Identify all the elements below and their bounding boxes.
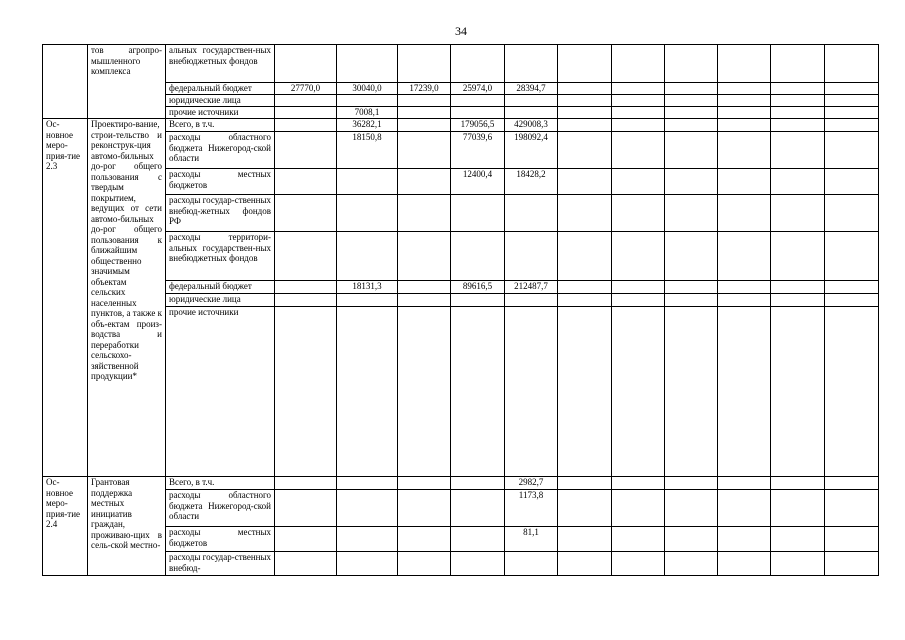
empty-cell	[771, 95, 825, 107]
empty-cell	[558, 232, 612, 281]
funding-source-label: юридические лица	[166, 294, 275, 307]
value-cell	[398, 195, 451, 232]
empty-cell	[665, 107, 718, 119]
empty-cell	[612, 477, 665, 490]
empty-cell	[665, 552, 718, 576]
value-cell	[505, 307, 558, 477]
value-cell	[337, 195, 398, 232]
empty-cell	[665, 195, 718, 232]
value-cell	[451, 107, 505, 119]
value-cell	[398, 527, 451, 552]
value-cell	[398, 490, 451, 527]
funding-source-label: федеральный бюджет	[166, 83, 275, 95]
value-cell	[337, 169, 398, 195]
empty-cell	[558, 281, 612, 294]
value-cell	[451, 307, 505, 477]
value-cell	[505, 552, 558, 576]
empty-cell	[718, 132, 771, 169]
value-cell	[451, 95, 505, 107]
empty-cell	[825, 132, 879, 169]
value-cell	[398, 232, 451, 281]
funding-source-label: Всего, в т.ч.	[166, 119, 275, 132]
empty-cell	[612, 132, 665, 169]
table-row	[43, 527, 879, 552]
funding-source-label: Всего, в т.ч.	[166, 477, 275, 490]
empty-cell	[825, 107, 879, 119]
value-cell: 89616,5	[451, 281, 505, 294]
value-cell	[451, 232, 505, 281]
empty-cell	[612, 490, 665, 527]
empty-cell	[612, 83, 665, 95]
value-cell	[337, 552, 398, 576]
empty-cell	[718, 307, 771, 477]
value-cell: 28394,7	[505, 83, 558, 95]
empty-cell	[612, 307, 665, 477]
empty-cell	[612, 169, 665, 195]
table-row	[43, 307, 879, 477]
empty-cell	[771, 119, 825, 132]
empty-cell	[718, 195, 771, 232]
empty-cell	[825, 119, 879, 132]
value-cell	[505, 195, 558, 232]
empty-cell	[558, 307, 612, 477]
empty-cell	[718, 232, 771, 281]
value-cell: 30040,0	[337, 83, 398, 95]
empty-cell	[612, 45, 665, 83]
empty-cell	[558, 107, 612, 119]
value-cell	[337, 294, 398, 307]
empty-cell	[825, 281, 879, 294]
empty-cell	[665, 132, 718, 169]
empty-cell	[771, 83, 825, 95]
table-row	[43, 45, 879, 83]
table-row	[43, 490, 879, 527]
table-row	[43, 552, 879, 576]
table-row	[43, 132, 879, 169]
empty-cell	[665, 95, 718, 107]
value-cell: 2982,7	[505, 477, 558, 490]
empty-cell	[558, 95, 612, 107]
empty-cell	[558, 527, 612, 552]
value-cell	[398, 307, 451, 477]
empty-cell	[718, 294, 771, 307]
empty-cell	[665, 527, 718, 552]
funding-source-label: юридические лица	[166, 95, 275, 107]
value-cell: 18131,3	[337, 281, 398, 294]
empty-cell	[665, 45, 718, 83]
empty-cell	[612, 119, 665, 132]
value-cell	[275, 195, 337, 232]
empty-cell	[558, 119, 612, 132]
value-cell: 1173,8	[505, 490, 558, 527]
empty-cell	[825, 83, 879, 95]
empty-cell	[718, 119, 771, 132]
measure-name: Грантовая поддержка местных инициатив граждан, проживаю-щих в сель-ской местно-	[88, 477, 166, 576]
value-cell	[451, 195, 505, 232]
value-cell	[275, 490, 337, 527]
funding-source-label: прочие источники	[166, 107, 275, 119]
value-cell: 12400,4	[451, 169, 505, 195]
empty-cell	[825, 477, 879, 490]
funding-source-label: расходы местных бюджетов	[166, 527, 275, 552]
empty-cell	[558, 294, 612, 307]
budget-table	[42, 44, 879, 576]
empty-cell	[558, 477, 612, 490]
value-cell	[398, 119, 451, 132]
funding-source-label: альных государствен-ных внебюджетных фондов	[166, 45, 275, 83]
value-cell	[275, 132, 337, 169]
empty-cell	[771, 107, 825, 119]
value-cell	[337, 307, 398, 477]
empty-cell	[718, 95, 771, 107]
empty-cell	[558, 490, 612, 527]
empty-cell	[665, 490, 718, 527]
measure-name: Проектиро-вание, строи-тельство и реконструк-ция автомо-бильных до-рог общего пользования с твердым покрытием, ведущих от сети автомо-бильных до-рог общего пользования к ближайшим общественно значимым объектам сельских населенных пунктов, а также к объ-ектам произ-водства и переработки сельскохо-зяйственной продукции*	[88, 119, 166, 477]
empty-cell	[612, 294, 665, 307]
empty-cell	[718, 107, 771, 119]
value-cell	[337, 477, 398, 490]
value-cell	[398, 294, 451, 307]
funding-source-label: федеральный бюджет	[166, 281, 275, 294]
measure-code	[43, 45, 88, 119]
value-cell	[398, 132, 451, 169]
value-cell	[505, 45, 558, 83]
empty-cell	[718, 169, 771, 195]
value-cell	[275, 107, 337, 119]
empty-cell	[612, 195, 665, 232]
value-cell: 77039,6	[451, 132, 505, 169]
funding-source-label: расходы государ-ственных внебюд-	[166, 552, 275, 576]
funding-source-label: расходы областного бюджета Нижегород-ской области	[166, 132, 275, 169]
empty-cell	[718, 45, 771, 83]
value-cell	[451, 527, 505, 552]
empty-cell	[718, 552, 771, 576]
value-cell	[398, 107, 451, 119]
empty-cell	[825, 45, 879, 83]
empty-cell	[718, 527, 771, 552]
empty-cell	[825, 195, 879, 232]
empty-cell	[665, 477, 718, 490]
empty-cell	[558, 552, 612, 576]
value-cell	[275, 281, 337, 294]
empty-cell	[718, 83, 771, 95]
value-cell	[275, 527, 337, 552]
empty-cell	[612, 527, 665, 552]
empty-cell	[665, 119, 718, 132]
value-cell	[451, 45, 505, 83]
value-cell	[505, 294, 558, 307]
value-cell	[398, 95, 451, 107]
empty-cell	[771, 294, 825, 307]
table-row	[43, 281, 879, 294]
empty-cell	[665, 281, 718, 294]
value-cell	[275, 552, 337, 576]
value-cell	[337, 95, 398, 107]
funding-source-label: расходы местных бюджетов	[166, 169, 275, 195]
value-cell	[337, 527, 398, 552]
value-cell: 81,1	[505, 527, 558, 552]
empty-cell	[825, 232, 879, 281]
value-cell: 18428,2	[505, 169, 558, 195]
empty-cell	[665, 83, 718, 95]
table-row	[43, 83, 879, 95]
empty-cell	[771, 477, 825, 490]
value-cell	[505, 232, 558, 281]
value-cell	[451, 477, 505, 490]
empty-cell	[718, 490, 771, 527]
value-cell	[275, 119, 337, 132]
table-row	[43, 119, 879, 132]
table-row	[43, 294, 879, 307]
table-row	[43, 477, 879, 490]
value-cell	[275, 95, 337, 107]
value-cell: 198092,4	[505, 132, 558, 169]
table-row	[43, 195, 879, 232]
empty-cell	[612, 281, 665, 294]
empty-cell	[825, 294, 879, 307]
empty-cell	[771, 307, 825, 477]
value-cell	[398, 281, 451, 294]
value-cell: 18150,8	[337, 132, 398, 169]
value-cell	[275, 477, 337, 490]
table-row	[43, 232, 879, 281]
value-cell	[337, 45, 398, 83]
value-cell	[451, 552, 505, 576]
measure-code: Ос-новное меро-прия-тие 2.3	[43, 119, 88, 477]
value-cell: 36282,1	[337, 119, 398, 132]
empty-cell	[665, 307, 718, 477]
empty-cell	[771, 527, 825, 552]
value-cell	[337, 490, 398, 527]
empty-cell	[771, 195, 825, 232]
empty-cell	[612, 95, 665, 107]
empty-cell	[718, 477, 771, 490]
value-cell	[275, 307, 337, 477]
value-cell	[398, 552, 451, 576]
value-cell: 7008,1	[337, 107, 398, 119]
table-row	[43, 169, 879, 195]
value-cell	[337, 232, 398, 281]
empty-cell	[558, 169, 612, 195]
empty-cell	[612, 552, 665, 576]
page-number: 34	[455, 24, 467, 38]
empty-cell	[771, 232, 825, 281]
empty-cell	[718, 281, 771, 294]
value-cell	[505, 95, 558, 107]
empty-cell	[825, 169, 879, 195]
funding-source-label: расходы государ-ственных внебюд-жетных фондов РФ	[166, 195, 275, 232]
empty-cell	[771, 45, 825, 83]
measure-name: тов агропро-мышленного комплекса	[88, 45, 166, 119]
empty-cell	[825, 527, 879, 552]
empty-cell	[825, 552, 879, 576]
empty-cell	[665, 232, 718, 281]
value-cell	[398, 477, 451, 490]
measure-code: Ос-новное меро-прия-тие 2.4	[43, 477, 88, 576]
value-cell: 17239,0	[398, 83, 451, 95]
value-cell: 429008,3	[505, 119, 558, 132]
value-cell	[398, 45, 451, 83]
value-cell	[275, 45, 337, 83]
empty-cell	[771, 169, 825, 195]
value-cell	[451, 490, 505, 527]
empty-cell	[771, 281, 825, 294]
empty-cell	[558, 195, 612, 232]
funding-source-label: прочие источники	[166, 307, 275, 477]
value-cell	[505, 107, 558, 119]
empty-cell	[612, 232, 665, 281]
value-cell: 25974,0	[451, 83, 505, 95]
funding-source-label: расходы территори-альных государствен-ных внебюджетных фондов	[166, 232, 275, 281]
value-cell: 179056,5	[451, 119, 505, 132]
empty-cell	[665, 294, 718, 307]
empty-cell	[825, 95, 879, 107]
empty-cell	[558, 45, 612, 83]
empty-cell	[665, 169, 718, 195]
value-cell: 27770,0	[275, 83, 337, 95]
table-row	[43, 107, 879, 119]
value-cell	[451, 294, 505, 307]
empty-cell	[558, 132, 612, 169]
empty-cell	[825, 307, 879, 477]
value-cell	[275, 232, 337, 281]
value-cell	[275, 169, 337, 195]
table-row	[43, 95, 879, 107]
empty-cell	[771, 132, 825, 169]
empty-cell	[825, 490, 879, 527]
value-cell	[275, 294, 337, 307]
empty-cell	[558, 83, 612, 95]
funding-source-label: расходы областного бюджета Нижегород-ской области	[166, 490, 275, 527]
empty-cell	[771, 490, 825, 527]
value-cell	[398, 169, 451, 195]
value-cell: 212487,7	[505, 281, 558, 294]
empty-cell	[771, 552, 825, 576]
empty-cell	[612, 107, 665, 119]
